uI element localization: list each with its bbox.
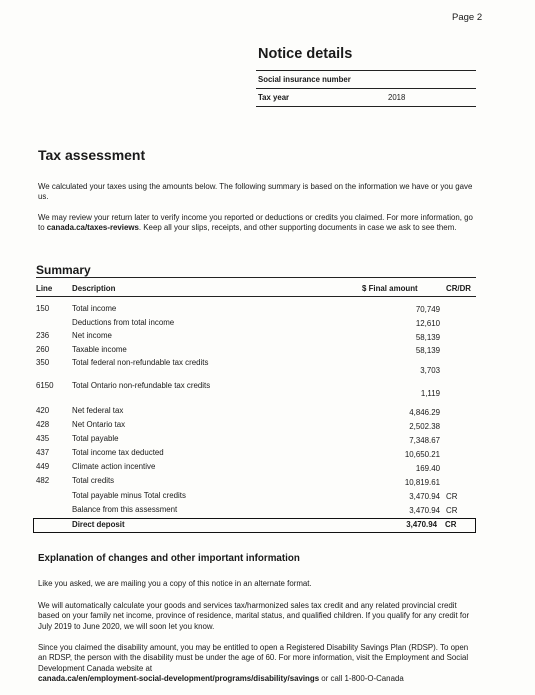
row-amount: 7,348.67 (409, 436, 440, 445)
row-line-number: 437 (36, 448, 50, 457)
row-description: Net Ontario tax (72, 420, 126, 429)
row-amount: 169.40 (415, 464, 440, 473)
row-description: Total payable minus Total credits (72, 491, 186, 500)
direct-deposit-amount: 3,470.94 (406, 520, 437, 529)
row-amount: 10,650.21 (404, 450, 440, 459)
row-amount: 70,749 (415, 305, 440, 314)
direct-deposit-label: Direct deposit (72, 520, 125, 529)
col-header-crdr: CR/DR (446, 284, 471, 293)
review-prefix: We may review your return later to verify income you reported or deductions or credits you claimed. For more information, go to (38, 213, 473, 233)
summary-rule (36, 277, 476, 278)
row-description: Total credits (72, 476, 115, 485)
row-description: Total federal non-refundable tax credits (72, 358, 209, 367)
row-amount: 58,139 (415, 333, 440, 342)
row-amount: 4,846.29 (409, 408, 440, 417)
rdsp-link[interactable]: canada.ca/en/employment-social-development/programs/disability/savings (38, 674, 320, 684)
explanation-paragraph-1: Like you asked, we are mailing you a copy of this notice in an alternate format. (38, 579, 312, 588)
explanation-paragraph-3 (38, 643, 478, 685)
row-line-number: 6150 (36, 381, 54, 390)
row-description: Total income (72, 304, 117, 313)
row-line-number: 482 (36, 476, 50, 485)
tax-year-label: Tax year (258, 93, 290, 102)
row-line-number: 449 (36, 462, 50, 471)
row-line-number: 260 (36, 345, 50, 354)
row-line-number: 435 (36, 434, 50, 443)
notice-details-box (256, 46, 476, 107)
summary-heading: Summary (36, 263, 91, 277)
row-description: Total income tax deducted (72, 448, 164, 457)
row-amount: 2,502.38 (409, 422, 440, 431)
row-line-number: 236 (36, 331, 50, 340)
row-line-number: 350 (36, 358, 50, 367)
row-amount: 3,470.94 (409, 506, 440, 515)
direct-deposit-crdr: CR (445, 520, 457, 529)
col-header-amount: $ Final amount (362, 284, 418, 293)
row-description: Balance from this assessment (72, 505, 178, 514)
row-amount: 10,819.61 (404, 478, 440, 487)
col-header-description: Description (72, 284, 116, 293)
row-line-number: 420 (36, 406, 50, 415)
row-description: Net income (72, 331, 112, 340)
explanation-heading: Explanation of changes and other important information (38, 553, 300, 564)
row-crdr: CR (446, 506, 458, 515)
row-amount: 3,703 (420, 366, 440, 375)
row-amount: 1,119 (420, 389, 440, 398)
row-crdr: CR (446, 492, 458, 501)
tax-year-row (256, 88, 476, 107)
reviews-link[interactable]: canada.ca/taxes-reviews (46, 223, 139, 233)
row-description: Total payable (72, 434, 119, 443)
rdsp-text: Since you claimed the disability amount, you may be entitled to open a Registered Disability Savings Plan (RDSP). To open an RDSP, the person with the disability must be under the age of 60. For more information, visit the Employment and Social Development Canada website at (38, 643, 469, 673)
tax-year-value: 2018 (388, 93, 406, 102)
rdsp-suffix: or call 1-800-O-Canada (319, 674, 404, 684)
sin-label: Social insurance number (258, 75, 351, 84)
assessment-review-paragraph (38, 213, 478, 234)
row-line-number: 428 (36, 420, 50, 429)
review-suffix: . Keep all your slips, receipts, and other supporting documents in case we ask to see them. (138, 223, 457, 233)
row-description: Deductions from total income (72, 318, 175, 327)
col-header-line: Line (36, 284, 53, 293)
tax-assessment-heading: Tax assessment (38, 147, 146, 163)
assessment-intro: We calculated your taxes using the amounts below. The following summary is based on the information we have or you gave us. (38, 182, 473, 202)
row-line-number: 150 (36, 304, 50, 313)
explanation-paragraph-2: We will automatically calculate your goods and services tax/harmonized sales tax credit and any related provincial credit based on your family net income, province of residence, marital status, and qualified children. If you qualify for any credit for July 2019 to June 2020, we will soon let you know. (38, 601, 470, 631)
row-description: Climate action incentive (72, 462, 156, 471)
direct-deposit-row (33, 518, 476, 533)
row-description: Taxable income (72, 345, 127, 354)
page-number: Page 2 (452, 12, 483, 23)
row-amount: 58,139 (415, 346, 440, 355)
sin-row (256, 70, 476, 88)
notice-details-title: Notice details (258, 46, 353, 62)
row-amount: 3,470.94 (409, 492, 440, 501)
row-description: Net federal tax (72, 406, 124, 415)
row-description: Total Ontario non-refundable tax credits (72, 381, 211, 390)
row-amount: 12,610 (415, 319, 440, 328)
header-rule (36, 296, 476, 297)
